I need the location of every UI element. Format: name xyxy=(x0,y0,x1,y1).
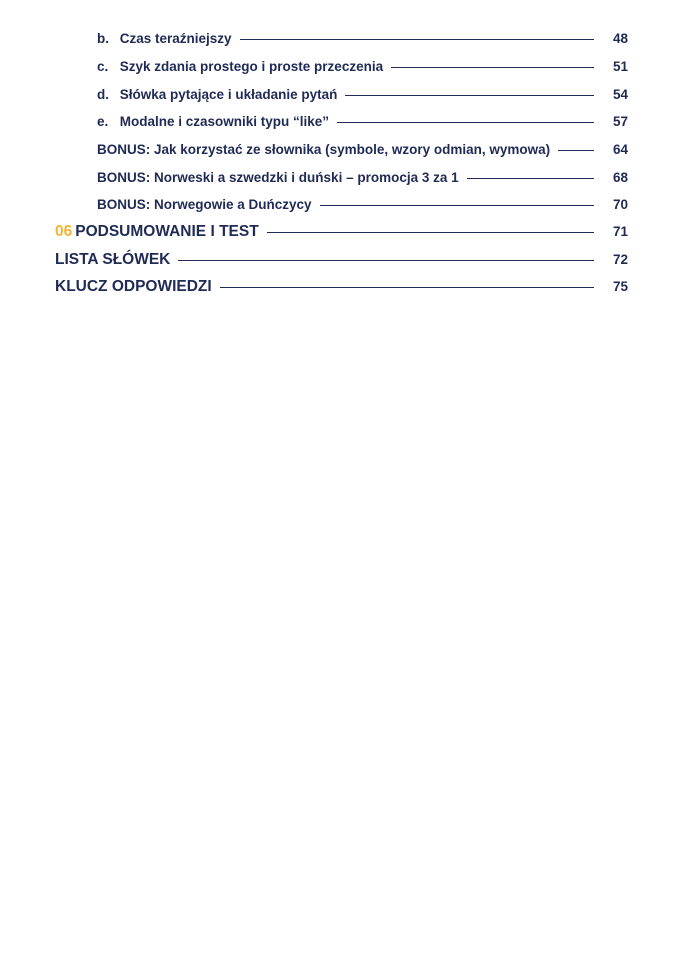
toc-entry-page: 57 xyxy=(612,114,628,129)
dot-leader xyxy=(467,178,594,179)
toc-entry-bonus-slownik[interactable] xyxy=(97,142,628,157)
toc-entry-title: BONUS: Jak korzystać ze słownika (symbole, wzory odmian, wymowa) xyxy=(97,142,551,157)
toc-entry-title: Modalne i czasowniki typu “like” xyxy=(119,114,330,129)
toc-entry-czas-terazniejszy[interactable] xyxy=(97,31,628,46)
toc-entry-page: 75 xyxy=(612,279,628,294)
toc-entry-letter: e. xyxy=(97,114,109,129)
toc-entry-page: 48 xyxy=(612,31,628,46)
toc-entry-slowka-pytajace[interactable] xyxy=(97,87,628,102)
chapter-number: 06 xyxy=(55,223,73,240)
toc-entry-modalne[interactable] xyxy=(97,114,628,129)
dot-leader xyxy=(320,205,594,206)
toc-entry-page: 72 xyxy=(612,252,628,267)
dot-leader xyxy=(240,39,594,40)
toc-entry-lista-slowek[interactable] xyxy=(55,251,628,269)
toc-entry-title: Czas teraźniejszy xyxy=(119,31,232,46)
dot-leader xyxy=(391,67,594,68)
toc-entry-title: Słówka pytające i układanie pytań xyxy=(119,87,338,102)
toc-entry-page: 68 xyxy=(612,170,628,185)
chapter-title: PODSUMOWANIE I TEST xyxy=(75,223,259,240)
dot-leader xyxy=(220,287,594,288)
dot-leader xyxy=(558,150,594,151)
toc-entry-page: 64 xyxy=(612,142,628,157)
dot-leader xyxy=(267,232,594,233)
toc-chapter-06[interactable] xyxy=(55,223,628,241)
toc-entry-bonus-norwegowie[interactable] xyxy=(97,197,628,212)
dot-leader xyxy=(345,95,594,96)
toc-entry-page: 54 xyxy=(612,87,628,102)
toc-entry-szyk-zdania[interactable] xyxy=(97,59,628,74)
toc-entry-klucz-odpowiedzi[interactable] xyxy=(55,278,628,296)
toc-entry-title: BONUS: Norweski a szwedzki i duński – promocja 3 za 1 xyxy=(97,170,459,185)
toc-entry-title: Szyk zdania prostego i proste przeczenia xyxy=(119,59,384,74)
toc-entry-title: KLUCZ ODPOWIEDZI xyxy=(55,278,212,295)
dot-leader xyxy=(178,260,594,261)
toc-entry-letter: c. xyxy=(97,59,109,74)
dot-leader xyxy=(337,122,594,123)
toc-entry-letter: d. xyxy=(97,87,109,102)
toc-entry-page: 70 xyxy=(612,197,628,212)
toc-entry-page: 51 xyxy=(612,59,628,74)
toc-entry-title: LISTA SŁÓWEK xyxy=(55,251,171,268)
toc-entry-bonus-szwedzki-dunski[interactable] xyxy=(97,170,628,185)
toc-entry-title: BONUS: Norwegowie a Duńczycy xyxy=(97,197,312,212)
toc-entry-page: 71 xyxy=(612,224,628,239)
toc-entry-letter: b. xyxy=(97,31,109,46)
